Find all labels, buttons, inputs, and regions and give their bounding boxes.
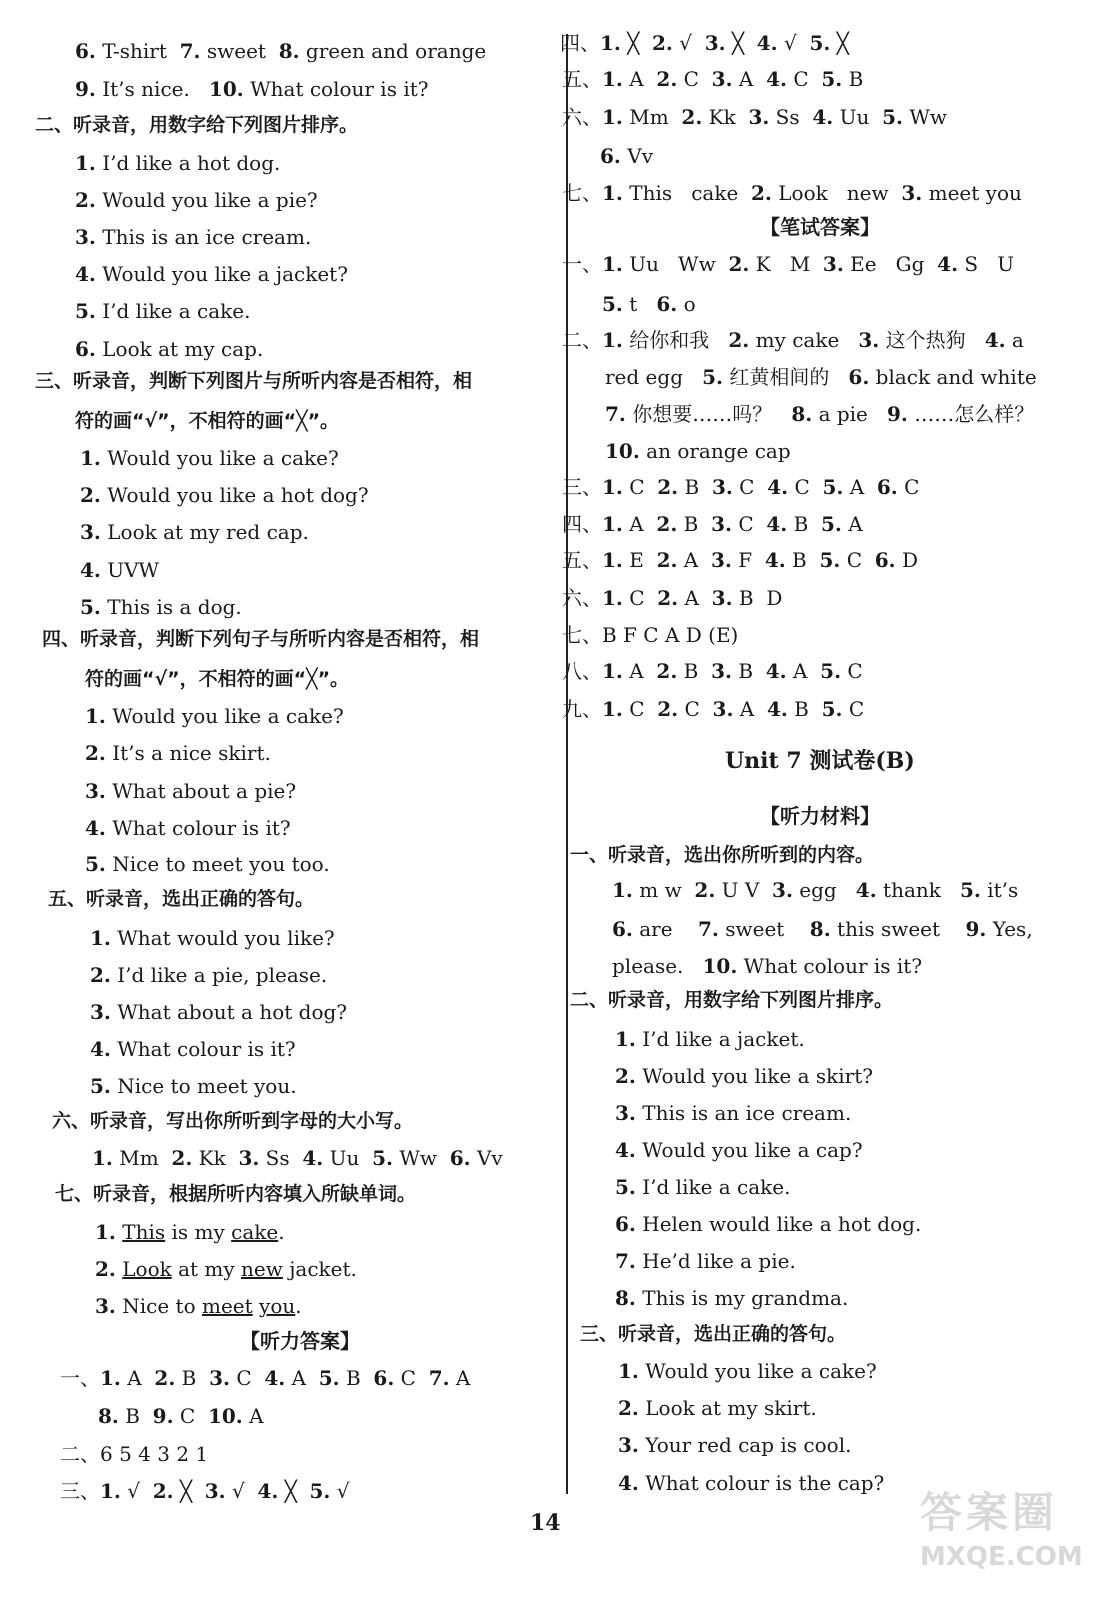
right-line: please. 10. What colour is it? — [612, 954, 923, 978]
left-line: 4. UVW — [80, 558, 160, 582]
right-line: 【笔试答案】 — [760, 215, 880, 239]
left-line: 五、听录音，选出正确的答句。 — [48, 888, 315, 910]
right-line: 二、听录音，用数字给下列图片排序。 — [570, 989, 894, 1011]
right-line: 4. Would you like a cap? — [615, 1138, 863, 1162]
right-line: 六、1. C 2. A 3. B D — [562, 586, 783, 610]
left-line: 3. Look at my red cap. — [80, 520, 309, 544]
right-line: 五、1. A 2. C 3. A 4. C 5. B — [562, 67, 864, 91]
left-line: 1. Would you like a cake? — [85, 704, 344, 728]
left-line: 三、1. √ 2. ╳ 3. √ 4. ╳ 5. √ — [60, 1479, 350, 1503]
left-line: 【听力答案】 — [240, 1329, 360, 1353]
right-line: 4. What colour is the cap? — [618, 1471, 885, 1495]
left-line: 1. What would you like? — [90, 926, 335, 950]
right-line: 1. I’d like a jacket. — [615, 1027, 805, 1051]
watermark-top: 答案圈 — [920, 1488, 1059, 1537]
right-line: 2. Look at my skirt. — [618, 1396, 817, 1420]
right-line: Unit 7 测试卷(B) — [725, 748, 915, 774]
right-line: 一、听录音，选出你所听到的内容。 — [570, 844, 875, 866]
right-line: 七、B F C A D (E) — [562, 623, 739, 647]
left-line: 5. This is a dog. — [80, 595, 242, 619]
watermark-logo — [920, 1480, 1100, 1590]
left-line: 四、听录音，判断下列句子与所听内容是否相符，相 — [42, 628, 480, 650]
right-line: 九、1. C 2. C 3. A 4. B 5. C — [562, 697, 865, 721]
right-line: 三、听录音，选出正确的答句。 — [580, 1323, 847, 1345]
right-line: red egg 5. 红黄相间的 6. black and white — [605, 365, 1037, 389]
left-line: 二、听录音，用数字给下列图片排序。 — [35, 114, 359, 136]
right-line: 7. He’d like a pie. — [615, 1249, 796, 1273]
left-line: 3. Nice to meet you. — [95, 1294, 302, 1318]
left-line: 8. B 9. C 10. A — [98, 1404, 264, 1428]
left-line: 三、听录音，判断下列图片与所听内容是否相符，相 — [35, 370, 473, 392]
right-line: 3. This is an ice cream. — [615, 1101, 852, 1125]
right-line: 五、1. E 2. A 3. F 4. B 5. C 6. D — [562, 548, 919, 572]
left-line: 1. Mm 2. Kk 3. Ss 4. Uu 5. Ww 6. Vv — [92, 1146, 503, 1170]
left-line: 1. This is my cake. — [95, 1220, 285, 1244]
left-line: 六、听录音，写出你所听到字母的大小写。 — [52, 1110, 414, 1132]
left-line: 5. Nice to meet you. — [90, 1074, 297, 1098]
right-line: 一、1. Uu Ww 2. K M 3. Ee Gg 4. S U — [562, 252, 1015, 276]
left-line: 3. What about a hot dog? — [90, 1000, 348, 1024]
page-number: 14 — [530, 1510, 561, 1536]
right-line: 六、1. Mm 2. Kk 3. Ss 4. Uu 5. Ww — [562, 105, 948, 129]
left-line: 4. Would you like a jacket? — [75, 262, 348, 286]
left-line: 2. It’s a nice skirt. — [85, 741, 271, 765]
left-line: 符的画“√”，不相符的画“╳”。 — [85, 668, 350, 690]
left-line: 1. I’d like a hot dog. — [75, 151, 281, 175]
right-line: 1. Would you like a cake? — [618, 1359, 877, 1383]
left-line: 3. This is an ice cream. — [75, 225, 312, 249]
left-line: 3. What about a pie? — [85, 779, 297, 803]
right-line: 1. m w 2. U V 3. egg 4. thank 5. it’s — [612, 878, 1019, 902]
left-line: 4. What colour is it? — [90, 1037, 296, 1061]
left-line: 2. Would you like a pie? — [75, 188, 318, 212]
right-line: 8. This is my grandma. — [615, 1286, 849, 1310]
left-line: 4. What colour is it? — [85, 816, 291, 840]
left-line: 七、听录音，根据所听内容填入所缺单词。 — [55, 1183, 417, 1205]
left-line: 6. T-shirt 7. sweet 8. green and orange — [75, 39, 487, 63]
left-line: 2. Would you like a hot dog? — [80, 483, 369, 507]
right-line: 七、1. This cake 2. Look new 3. meet you — [562, 181, 1022, 205]
right-line: 3. Your red cap is cool. — [618, 1433, 852, 1457]
left-line: 二、6 5 4 3 2 1 — [60, 1442, 209, 1466]
right-line: 2. Would you like a skirt? — [615, 1064, 873, 1088]
right-line: 【听力材料】 — [760, 804, 880, 828]
right-line: 10. an orange cap — [605, 439, 791, 463]
left-line: 6. Look at my cap. — [75, 337, 264, 361]
right-line: 八、1. A 2. B 3. B 4. A 5. C — [562, 659, 863, 683]
right-line: 6. Helen would like a hot dog. — [615, 1212, 922, 1236]
right-line: 三、1. C 2. B 3. C 4. C 5. A 6. C — [562, 475, 920, 499]
right-line: 二、1. 给你和我 2. my cake 3. 这个热狗 4. a — [562, 328, 1024, 352]
left-line: 2. Look at my new jacket. — [95, 1257, 357, 1281]
left-line: 1. Would you like a cake? — [80, 446, 339, 470]
left-line: 9. It’s nice. 10. What colour is it? — [75, 77, 429, 101]
watermark-bottom: MXQE.COM — [920, 1542, 1083, 1572]
right-line: 四、1. A 2. B 3. C 4. B 5. A — [562, 512, 863, 536]
left-line: 5. Nice to meet you too. — [85, 852, 330, 876]
left-line: 5. I’d like a cake. — [75, 299, 251, 323]
right-line: 四、1. ╳ 2. √ 3. ╳ 4. √ 5. ╳ — [560, 31, 849, 55]
right-line: 7. 你想要……吗？ 8. a pie 9. ……怎么样？ — [605, 402, 1035, 426]
right-line: 5. I’d like a cake. — [615, 1175, 791, 1199]
left-line: 一、1. A 2. B 3. C 4. A 5. B 6. C 7. A — [60, 1366, 471, 1390]
left-line: 符的画“√”，不相符的画“╳”。 — [75, 410, 340, 432]
right-line: 6. are 7. sweet 8. this sweet 9. Yes, — [612, 917, 1033, 941]
left-line: 2. I’d like a pie, please. — [90, 963, 328, 987]
right-line: 6. Vv — [600, 144, 653, 168]
right-line: 5. t 6. o — [602, 292, 696, 316]
